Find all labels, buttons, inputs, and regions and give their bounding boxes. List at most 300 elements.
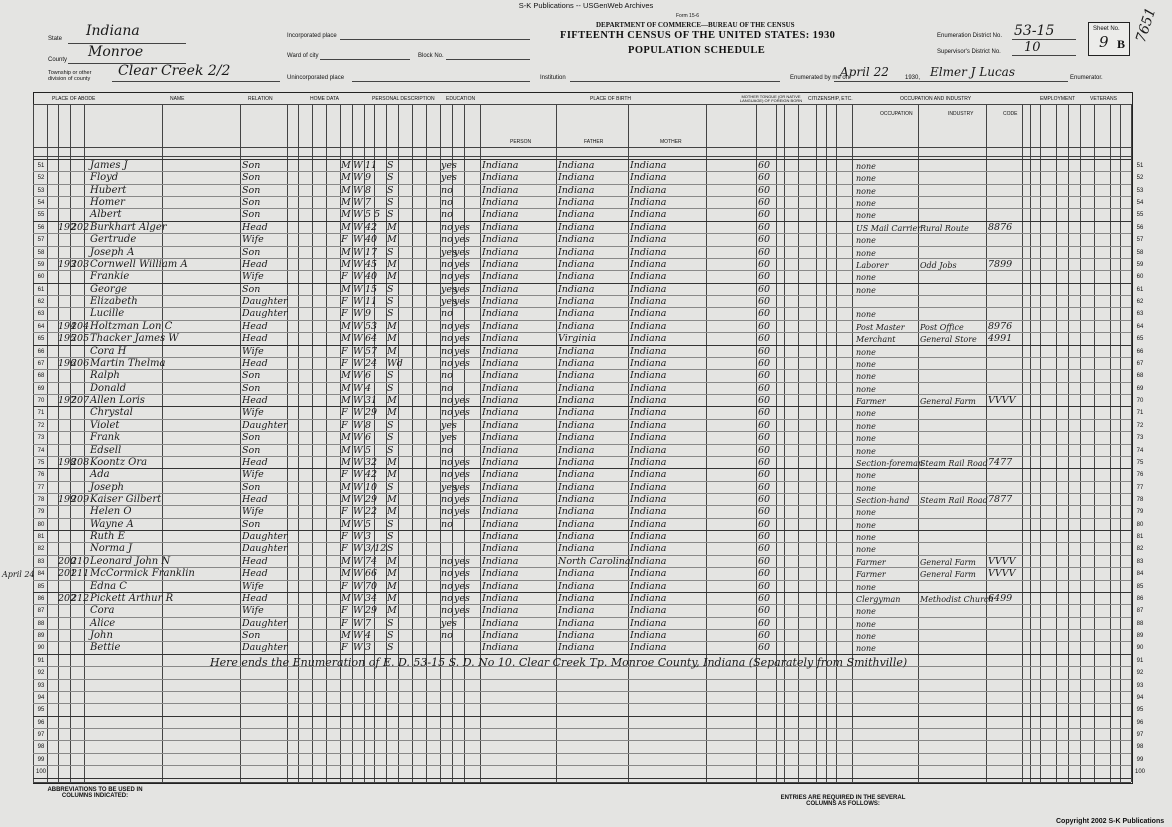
school-attendance: no (441, 271, 453, 283)
school-attendance: yes (441, 432, 457, 444)
sex: F (341, 506, 348, 518)
person-name: George (90, 283, 128, 295)
reads-writes: yes (454, 395, 470, 407)
school-attendance: no (441, 493, 453, 505)
line-number: 82 (37, 546, 45, 553)
margin-note: April 24 (2, 570, 35, 579)
occupation: Farmer (856, 570, 886, 580)
line-number: 88 (37, 620, 45, 627)
line-number-right: 62 (1136, 299, 1144, 306)
birthplace-mother: Indiana (630, 506, 667, 518)
reads-writes: yes (454, 234, 470, 246)
birthplace-person: Indiana (482, 308, 519, 320)
dwelling-number: 197 (58, 395, 77, 407)
family-number: 212 (71, 592, 90, 604)
birthplace-code: 60 (758, 605, 771, 617)
sex: M (341, 209, 351, 221)
occupation-code: 6499 (988, 592, 1013, 604)
birthplace-person: Indiana (482, 481, 519, 493)
birthplace-code: 60 (758, 382, 771, 394)
line-number: 56 (37, 224, 45, 231)
row-divider (33, 679, 1131, 680)
birthplace-code: 60 (758, 172, 771, 184)
sex: F (341, 308, 348, 320)
person-name: Joseph (90, 481, 124, 493)
line-number: 75 (37, 459, 45, 466)
occupation: none (856, 359, 876, 369)
line-number-right: 53 (1136, 187, 1144, 194)
sex: M (341, 432, 351, 444)
school-attendance: yes (441, 246, 457, 258)
birthplace-person: Indiana (482, 605, 519, 617)
relation: Head (242, 592, 268, 604)
birthplace-code: 60 (758, 333, 771, 345)
relation: Daughter (242, 642, 288, 654)
birthplace-person: Indiana (482, 184, 519, 196)
birthplace-code: 60 (758, 469, 771, 481)
race: W (353, 617, 363, 629)
age: 31 (365, 395, 378, 407)
age: 45 (365, 258, 378, 270)
line-number: 61 (37, 286, 45, 293)
reads-writes: yes (454, 333, 470, 345)
line-number: 52 (37, 175, 45, 182)
birthplace-father: Indiana (558, 493, 595, 505)
school-attendance: no (441, 407, 453, 419)
sex: M (341, 382, 351, 394)
birthplace-mother: Indiana (630, 531, 667, 543)
school-attendance: no (441, 506, 453, 518)
person-name: Floyd (90, 172, 119, 184)
line-number-right: 60 (1136, 274, 1144, 281)
end-note: Here ends the Enumeration of E. D. 53-15 S. D. No 10. Clear Creek Tp. Monroe County, Indiana (Separately from Smithville) (210, 656, 908, 669)
person-name: Wayne A (90, 518, 134, 530)
line-number: 79 (37, 509, 45, 516)
row-divider (33, 654, 1131, 655)
birthplace-code: 60 (758, 456, 771, 468)
race: W (353, 246, 363, 258)
birthplace-mother: Indiana (630, 296, 667, 308)
line-number: 80 (37, 521, 45, 528)
birthplace-person: Indiana (482, 382, 519, 394)
birthplace-person: Indiana (482, 444, 519, 456)
empty-line-number: 96 (37, 719, 45, 726)
school-attendance: no (441, 209, 453, 221)
empty-line-number: 96 (1136, 719, 1144, 726)
race: W (353, 221, 363, 233)
line-number-right: 82 (1136, 546, 1144, 553)
reads-writes: yes (454, 592, 470, 604)
marital-status: M (387, 568, 397, 580)
age: 5 (365, 518, 372, 530)
age: 3 (365, 642, 372, 654)
relation: Son (242, 172, 261, 184)
birthplace-code: 60 (758, 246, 771, 258)
relation: Son (242, 246, 261, 258)
occupation: none (856, 582, 876, 592)
person-name: Leonard John N (90, 555, 171, 567)
age: 15 (365, 283, 378, 295)
section-education: EDUCATION (446, 96, 476, 102)
dwelling-number: 195 (58, 333, 77, 345)
row-divider (33, 753, 1131, 754)
person-name: Norma J (90, 543, 133, 555)
birthplace-person: Indiana (482, 221, 519, 233)
relation: Head (242, 395, 268, 407)
line-number: 87 (37, 608, 45, 615)
birthplace-father: Indiana (558, 531, 595, 543)
line-number-right: 66 (1136, 348, 1144, 355)
ward-label: Ward of city (287, 53, 319, 59)
line-number: 85 (37, 583, 45, 590)
person-name: Ralph (90, 370, 120, 382)
birthplace-code: 60 (758, 506, 771, 518)
birthplace-code: 60 (758, 271, 771, 283)
line-number: 55 (37, 212, 45, 219)
school-attendance: no (441, 258, 453, 270)
footer-entries: ENTRIES ARE REQUIRED IN THE SEVERAL COLUMNS AS FOLLOWS: (780, 795, 906, 807)
family-number: 203 (71, 258, 90, 270)
sex: M (341, 197, 351, 209)
birthplace-father: Indiana (558, 642, 595, 654)
person-name: Alice (90, 617, 116, 629)
age: 3/12 (365, 543, 387, 555)
census-title: FIFTEENTH CENSUS OF THE UNITED STATES: 1930 (560, 30, 836, 41)
schedule-title: POPULATION SCHEDULE (628, 45, 766, 56)
industry: Methodist Church (920, 594, 994, 604)
marital-status: Wd (387, 357, 403, 369)
occupation: Farmer (856, 557, 886, 567)
relation: Son (242, 370, 261, 382)
occupation: none (856, 632, 876, 642)
dwelling-number: 201 (58, 568, 77, 580)
empty-line-number: 99 (37, 756, 45, 763)
race: W (353, 518, 363, 530)
relation: Daughter (242, 543, 288, 555)
line-number-right: 57 (1136, 237, 1144, 244)
birthplace-mother: Indiana (630, 184, 667, 196)
line-number-right: 90 (1136, 645, 1144, 652)
reads-writes: yes (454, 345, 470, 357)
footer-abbreviations: ABBREVIATIONS TO BE USED IN COLUMNS INDICATED: (47, 787, 143, 799)
marital-status: M (387, 345, 397, 357)
person-name: Helen O (90, 506, 132, 518)
marital-status: S (387, 617, 394, 629)
birthplace-mother: Indiana (630, 209, 667, 221)
relation: Daughter (242, 296, 288, 308)
person-name: Holtzman Lon C (90, 320, 173, 332)
family-number: 206 (71, 357, 90, 369)
line-number-right: 71 (1136, 410, 1144, 417)
person-name: Cora (90, 605, 115, 617)
relation: Son (242, 432, 261, 444)
birthplace-mother: Indiana (630, 543, 667, 555)
age: 7 (365, 197, 372, 209)
marital-status: M (387, 258, 397, 270)
marital-status: M (387, 555, 397, 567)
reads-writes: yes (454, 568, 470, 580)
age: 34 (365, 592, 378, 604)
race: W (353, 630, 363, 642)
birthplace-code: 60 (758, 642, 771, 654)
relation: Wife (242, 506, 264, 518)
line-number-right: 70 (1136, 398, 1144, 405)
sex: F (341, 407, 348, 419)
birthplace-code: 60 (758, 580, 771, 592)
industry: General Farm (920, 397, 976, 407)
dwelling-number: 196 (58, 357, 77, 369)
relation: Daughter (242, 308, 288, 320)
birthplace-father: Indiana (558, 172, 595, 184)
birthplace-person: Indiana (482, 518, 519, 530)
relation: Daughter (242, 617, 288, 629)
occupation: none (856, 434, 876, 444)
marital-status: M (387, 605, 397, 617)
person-name: Koontz Ora (90, 456, 148, 468)
birthplace-person: Indiana (482, 234, 519, 246)
line-number: 76 (37, 472, 45, 479)
person-name: Thacker James W (90, 333, 179, 345)
age: 6 (365, 370, 372, 382)
race: W (353, 172, 363, 184)
birthplace-person: Indiana (482, 543, 519, 555)
sex: M (341, 221, 351, 233)
birthplace-father: North Carolina (558, 555, 631, 567)
marital-status: M (387, 592, 397, 604)
occupation-code: 4991 (988, 333, 1013, 345)
marital-status: M (387, 456, 397, 468)
birthplace-person: Indiana (482, 395, 519, 407)
line-number: 89 (37, 633, 45, 640)
sex: M (341, 333, 351, 345)
birthplace-father: Indiana (558, 568, 595, 580)
empty-line-number: 100 (35, 769, 46, 776)
birthplace-mother: Indiana (630, 382, 667, 394)
line-number-right: 55 (1136, 212, 1144, 219)
person-name: Allen Loris (90, 395, 145, 407)
line-number-right: 85 (1136, 583, 1144, 590)
relation: Daughter (242, 419, 288, 431)
sex: F (341, 642, 348, 654)
relation: Son (242, 382, 261, 394)
birthplace-mother: Indiana (630, 419, 667, 431)
sex: F (341, 605, 348, 617)
birthplace-person: Indiana (482, 493, 519, 505)
occupation-code: 7877 (988, 493, 1013, 505)
occupation: none (856, 520, 876, 530)
age: 53 (365, 320, 378, 332)
line-number: 78 (37, 496, 45, 503)
line-number: 73 (37, 435, 45, 442)
marital-status: S (387, 518, 394, 530)
empty-line-number: 93 (37, 682, 45, 689)
industry: General Farm (920, 557, 976, 567)
birthplace-mother: Indiana (630, 308, 667, 320)
line-number-right: 51 (1136, 163, 1144, 169)
birthplace-code: 60 (758, 221, 771, 233)
birthplace-code: 60 (758, 395, 771, 407)
birthplace-person: Indiana (482, 580, 519, 592)
dwelling-number: 199 (58, 493, 77, 505)
sex: F (341, 271, 348, 283)
marital-status: M (387, 493, 397, 505)
section-abode: PLACE OF ABODE (52, 96, 96, 102)
relation: Wife (242, 580, 264, 592)
occupation: Farmer (856, 397, 886, 407)
birthplace-father: Indiana (558, 209, 595, 221)
relation: Daughter (242, 531, 288, 543)
empty-line-number: 91 (37, 657, 45, 664)
line-number-right: 64 (1136, 323, 1144, 330)
occupation: none (856, 236, 876, 246)
birthplace-code: 60 (758, 481, 771, 493)
person-name: Ada (90, 469, 110, 481)
sex: M (341, 320, 351, 332)
line-number: 59 (37, 261, 45, 268)
empty-line-number: 92 (37, 670, 45, 677)
birthplace-father: Indiana (558, 296, 595, 308)
person-name: Homer (90, 197, 125, 209)
relation: Head (242, 320, 268, 332)
sex: F (341, 531, 348, 543)
birthplace-person: Indiana (482, 258, 519, 270)
line-number-right: 80 (1136, 521, 1144, 528)
enumerator-label: Enumerator. (1070, 75, 1103, 81)
occupation: none (856, 186, 876, 196)
enumerated-label: Enumerated by me on (790, 75, 850, 81)
birthplace-code: 60 (758, 258, 771, 270)
person-name: Martin Thelma (90, 357, 166, 369)
birthplace-mother: Indiana (630, 630, 667, 642)
line-number: 51 (37, 163, 45, 169)
relation: Son (242, 160, 261, 171)
birthplace-mother: Indiana (630, 221, 667, 233)
marital-status: S (387, 184, 394, 196)
enum-district-label: Enumeration District No. (937, 33, 1003, 39)
birthplace-mother: Indiana (630, 160, 667, 171)
birthplace-code: 60 (758, 531, 771, 543)
occupation-code: 8876 (988, 221, 1013, 233)
birthplace-father: Indiana (558, 221, 595, 233)
sex: M (341, 395, 351, 407)
race: W (353, 209, 363, 221)
school-attendance: no (441, 580, 453, 592)
row-divider (33, 740, 1131, 741)
school-attendance: yes (441, 481, 457, 493)
marital-status: S (387, 283, 394, 295)
person-name: Gertrude (90, 234, 137, 246)
occupation: none (856, 384, 876, 394)
person-name: McCormick Franklin (90, 568, 195, 580)
age: 6 (365, 432, 372, 444)
age: 7 (365, 617, 372, 629)
sex: M (341, 258, 351, 270)
line-number: 62 (37, 299, 45, 306)
line-number-right: 83 (1136, 558, 1144, 565)
birthplace-person: Indiana (482, 432, 519, 444)
line-number-right: 65 (1136, 336, 1144, 343)
birthplace-father: Indiana (558, 357, 595, 369)
incorporated-label: Incorporated place (287, 33, 337, 39)
birthplace-code: 60 (758, 432, 771, 444)
row-divider (33, 778, 1131, 779)
line-number-right: 74 (1136, 447, 1144, 454)
sheet-side: B (1117, 37, 1126, 51)
sex: F (341, 296, 348, 308)
birthplace-person: Indiana (482, 419, 519, 431)
empty-line-number: 94 (1136, 694, 1144, 701)
birthplace-mother: Indiana (630, 456, 667, 468)
race: W (353, 308, 363, 320)
marital-status: M (387, 271, 397, 283)
industry: Post Office (920, 322, 964, 332)
dwelling-number: 198 (58, 456, 77, 468)
birthplace-mother: Indiana (630, 271, 667, 283)
birthplace-person: Indiana (482, 617, 519, 629)
race: W (353, 432, 363, 444)
line-number: 53 (37, 187, 45, 194)
relation: Head (242, 333, 268, 345)
line-number-right: 68 (1136, 373, 1144, 380)
occupation: none (856, 372, 876, 382)
birthplace-code: 60 (758, 370, 771, 382)
occupation-code: VVVV (988, 568, 1016, 580)
birthplace-mother: Indiana (630, 197, 667, 209)
marital-status: M (387, 506, 397, 518)
row-divider (33, 716, 1131, 717)
marital-status: S (387, 382, 394, 394)
race: W (353, 370, 363, 382)
birthplace-mother: Indiana (630, 568, 667, 580)
birthplace-father: Virginia (558, 333, 597, 345)
marital-status: S (387, 370, 394, 382)
birthplace-code: 60 (758, 197, 771, 209)
birthplace-mother: Indiana (630, 283, 667, 295)
person-name: Lucille (90, 308, 125, 320)
birthplace-mother: Indiana (630, 407, 667, 419)
industry: General Farm (920, 570, 976, 580)
line-number-right: 56 (1136, 224, 1144, 231)
dwelling-number: 192 (58, 221, 77, 233)
school-attendance: no (441, 333, 453, 345)
relation: Wife (242, 407, 264, 419)
birthplace-person: Indiana (482, 357, 519, 369)
corner-number: 7651 (1133, 5, 1160, 45)
line-number: 71 (37, 410, 45, 417)
sex: M (341, 246, 351, 258)
birthplace-person: Indiana (482, 296, 519, 308)
marital-status: M (387, 580, 397, 592)
marital-status: S (387, 630, 394, 642)
reads-writes: yes (454, 407, 470, 419)
age: 22 (365, 506, 378, 518)
occupation: none (856, 483, 876, 493)
line-number: 63 (37, 311, 45, 318)
industry: Rural Route (920, 223, 969, 233)
birthplace-mother: Indiana (630, 469, 667, 481)
reads-writes: yes (454, 296, 470, 308)
enumerated-year: 1930, (905, 75, 921, 81)
sex: M (341, 370, 351, 382)
marital-status: S (387, 481, 394, 493)
person-name: Frankie (90, 271, 130, 283)
enumerator-name: Elmer J Lucas (930, 65, 1015, 79)
birthplace-person: Indiana (482, 283, 519, 295)
school-attendance: no (441, 345, 453, 357)
age: 57 (365, 345, 378, 357)
occupation: none (856, 545, 876, 555)
line-number: 60 (37, 274, 45, 281)
